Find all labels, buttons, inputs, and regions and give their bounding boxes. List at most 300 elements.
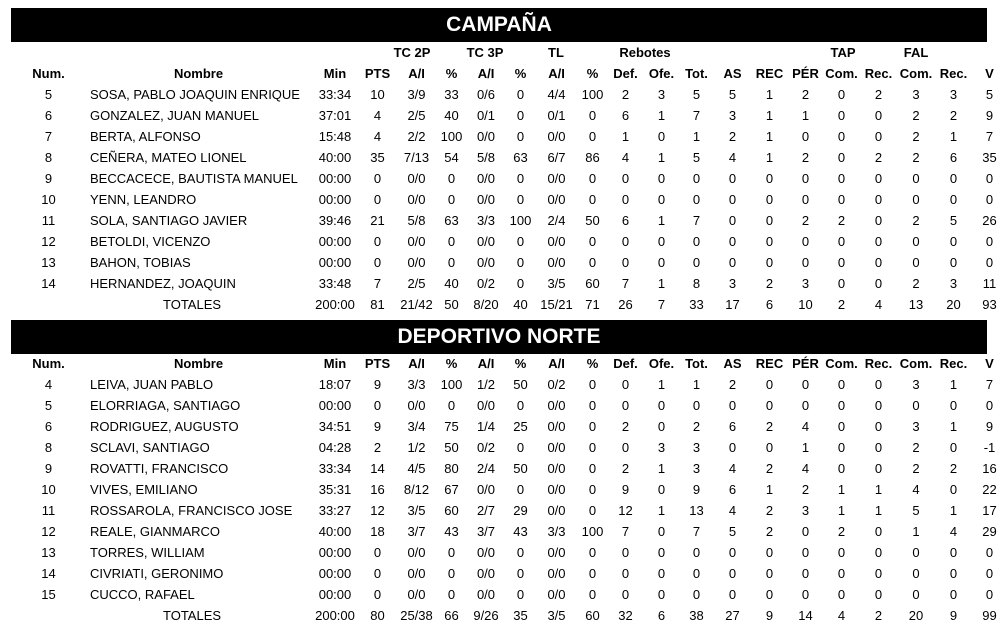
cell-pts: 18 [370,524,385,539]
cell-tap-com: 0 [837,545,846,560]
cell-reb-tot: 5 [692,87,701,102]
cell-fal-rec: 0 [949,234,958,249]
cell-ai-3p: 0/0 [476,129,496,144]
cell-pts: 10 [370,87,385,102]
player-row [11,189,998,210]
stats-table-deportivo-norte [11,353,998,626]
cell-pct-tl: 100 [581,87,604,102]
cell-reb-def: 0 [621,440,630,455]
cell-as: 3 [728,276,737,291]
cell-as: 4 [728,503,737,518]
cell-ai-tl: 0/0 [547,398,566,413]
cell-as: 0 [728,213,737,228]
cell-tap-com: 0 [837,87,846,102]
cell-tap-rec: 0 [874,461,883,476]
cell-min: 40:00 [318,150,352,165]
total-tap-com: 4 [837,608,846,623]
cell-nombre: BERTA, ALFONSO [90,129,201,144]
cell-val: 35 [982,150,997,165]
cell-num: 4 [44,377,53,392]
cell-ai-2p: 2/5 [407,108,426,123]
cell-ai-3p: 3/3 [476,213,496,228]
column-header-pct-tl: % [586,356,599,371]
cell-pts: 16 [370,482,385,497]
cell-ai-3p: 0/0 [476,545,496,560]
cell-as: 0 [728,192,737,207]
cell-pct-tl: 0 [588,234,597,249]
total-tap-rec: 2 [874,608,883,623]
cell-pct-2p: 50 [444,440,459,455]
cell-fal-rec: 0 [949,545,958,560]
total-reb-tot: 33 [689,297,704,312]
cell-fal-rec: 0 [949,171,958,186]
cell-fal-rec: 0 [949,566,958,581]
cell-pts: 0 [373,192,382,207]
cell-reb-tot: 0 [692,545,701,560]
cell-num: 13 [41,255,56,270]
cell-pts: 0 [373,255,382,270]
cell-reb-ofe: 0 [657,255,666,270]
cell-nombre: CEÑERA, MATEO LIONEL [90,150,247,165]
total-ai-tl: 3/5 [547,608,566,623]
total-pct-3p: 35 [513,608,528,623]
total-pct-3p: 40 [513,297,528,312]
cell-reb-def: 0 [621,171,630,186]
cell-reb-tot: 2 [692,419,701,434]
column-header-num: Num. [32,356,65,371]
cell-tap-com: 0 [837,192,846,207]
cell-val: 22 [982,482,997,497]
cell-fal-com: 0 [912,545,920,560]
cell-pct-3p: 63 [513,150,528,165]
column-header-per: PÉR [792,356,819,371]
column-header-ai-2p: A/I [408,66,425,81]
cell-reb-tot: 3 [692,461,701,476]
group-header-tc2p: TC 2P [393,45,431,60]
cell-ai-3p: 0/2 [476,440,496,455]
cell-pct-3p: 25 [513,419,528,434]
cell-pct-tl: 50 [585,213,600,228]
cell-rec: 2 [765,503,774,518]
cell-fal-com: 2 [912,461,920,476]
cell-tap-rec: 1 [874,482,883,497]
total-reb-def: 26 [618,297,633,312]
player-row [11,500,998,521]
cell-rec: 0 [765,234,774,249]
player-row [11,458,998,479]
cell-reb-ofe: 0 [657,171,666,186]
cell-num: 6 [44,419,53,434]
cell-tap-com: 0 [837,276,846,291]
cell-pct-tl: 0 [588,461,597,476]
cell-reb-tot: 0 [692,566,701,581]
cell-ai-2p: 4/5 [407,461,426,476]
total-ai-3p: 8/20 [473,297,499,312]
cell-fal-rec: 1 [949,419,958,434]
cell-min: 00:00 [318,255,352,270]
column-header-reb-def: Def. [613,356,638,371]
cell-pct-2p: 0 [447,587,456,602]
column-header-reb-tot: Tot. [685,66,708,81]
cell-reb-tot: 7 [692,524,701,539]
column-header-min: Min [323,66,347,81]
cell-reb-tot: 0 [692,171,701,186]
cell-pct-tl: 0 [588,440,597,455]
cell-reb-def: 1 [621,129,630,144]
cell-fal-rec: 0 [949,587,958,602]
cell-fal-rec: 4 [949,524,958,539]
cell-reb-def: 2 [621,87,630,102]
cell-pct-2p: 100 [440,377,463,392]
cell-tap-rec: 0 [874,192,883,207]
cell-ai-tl: 0/0 [547,566,566,581]
cell-reb-tot: 0 [692,192,701,207]
column-header-pct-tl: % [586,66,599,81]
cell-reb-def: 0 [621,398,630,413]
total-val: 93 [982,297,997,312]
cell-as: 0 [728,171,737,186]
cell-pts: 0 [373,398,382,413]
column-header-nombre: Nombre [173,356,224,371]
cell-val: 9 [985,108,994,123]
cell-tap-rec: 1 [874,503,883,518]
cell-per: 4 [801,461,810,476]
total-ai-3p: 9/26 [473,608,499,623]
cell-pts: 4 [373,108,382,123]
group-header-tl: TL [548,45,564,60]
cell-as: 3 [728,108,737,123]
player-row [11,374,998,395]
cell-pts: 14 [370,461,385,476]
cell-ai-3p: 0/0 [476,566,496,581]
cell-tap-com: 1 [837,482,846,497]
cell-min: 35:31 [318,482,352,497]
cell-tap-com: 0 [837,171,846,186]
cell-ai-tl: 0/2 [547,377,566,392]
cell-val: 0 [985,171,994,186]
cell-reb-def: 0 [621,192,630,207]
cell-pct-3p: 0 [516,129,525,144]
cell-num: 11 [41,503,56,518]
cell-val: 7 [985,377,994,392]
cell-as: 2 [728,129,737,144]
total-min: 200:00 [315,297,355,312]
cell-reb-tot: 0 [692,255,701,270]
cell-reb-ofe: 0 [657,482,666,497]
cell-fal-rec: 1 [949,377,958,392]
cell-fal-com: 2 [912,440,920,455]
column-header-pct-3p: % [514,356,527,371]
cell-ai-2p: 0/0 [407,398,426,413]
column-header-reb-def: Def. [613,66,638,81]
player-row [11,542,998,563]
cell-val: 0 [985,398,994,413]
cell-as: 5 [728,87,737,102]
cell-reb-def: 6 [621,108,630,123]
cell-rec: 0 [765,255,774,270]
cell-ai-tl: 3/3 [547,524,566,539]
group-header-tap: TAP [830,45,856,60]
cell-fal-rec: 0 [949,398,958,413]
column-header-fal-rec: Rec. [939,356,968,371]
cell-nombre: BAHON, TOBIAS [90,255,191,270]
cell-ai-2p: 0/0 [407,587,426,602]
total-tap-rec: 4 [874,297,883,312]
cell-as: 0 [728,566,737,581]
cell-pct-2p: 54 [444,150,459,165]
cell-nombre: SCLAVI, SANTIAGO [90,440,210,455]
player-row [11,416,998,437]
column-header-as: AS [723,356,742,371]
cell-pts: 7 [373,276,382,291]
totals-label: TOTALES [163,608,222,623]
cell-rec: 0 [765,545,774,560]
cell-fal-rec: 3 [949,276,958,291]
cell-as: 0 [728,545,737,560]
cell-ai-tl: 6/7 [547,150,566,165]
player-row [11,521,998,542]
cell-val: 0 [985,587,994,602]
cell-reb-tot: 5 [692,150,701,165]
cell-min: 04:28 [318,440,352,455]
cell-val: 29 [982,524,997,539]
cell-fal-com: 2 [912,108,920,123]
column-header-reb-ofe: Ofe. [648,356,675,371]
cell-tap-rec: 0 [874,587,883,602]
cell-rec: 2 [765,419,774,434]
cell-per: 0 [801,377,810,392]
cell-pct-tl: 60 [585,276,600,291]
cell-reb-ofe: 3 [657,440,666,455]
cell-tap-com: 0 [837,440,846,455]
cell-tap-com: 0 [837,419,846,434]
cell-tap-com: 0 [837,234,846,249]
cell-per: 0 [801,398,810,413]
cell-tap-rec: 0 [874,171,883,186]
total-reb-def: 32 [618,608,633,623]
cell-val: 0 [985,566,994,581]
cell-fal-rec: 6 [949,150,958,165]
cell-per: 1 [801,108,810,123]
cell-val: 26 [982,213,997,228]
cell-pct-tl: 100 [581,524,604,539]
cell-as: 0 [728,234,737,249]
player-row [11,437,998,458]
cell-ai-3p: 0/0 [476,171,496,186]
cell-ai-2p: 0/0 [407,545,426,560]
cell-reb-def: 2 [621,461,630,476]
cell-per: 4 [801,419,810,434]
cell-rec: 0 [765,213,774,228]
cell-num: 9 [44,461,53,476]
cell-nombre: SOLA, SANTIAGO JAVIER [90,213,248,228]
cell-min: 33:48 [318,276,352,291]
cell-reb-tot: 8 [692,276,701,291]
cell-pct-2p: 40 [444,108,459,123]
cell-ai-tl: 0/0 [547,545,566,560]
cell-val: 17 [982,503,997,518]
cell-num: 9 [44,171,53,186]
cell-tap-rec: 0 [874,234,883,249]
cell-empty [11,294,86,315]
cell-pct-3p: 0 [516,398,525,413]
cell-pts: 9 [373,377,382,392]
cell-pct-tl: 0 [588,129,597,144]
cell-as: 0 [728,255,737,270]
cell-pts: 0 [373,587,382,602]
cell-pct-tl: 0 [588,482,597,497]
cell-reb-def: 12 [618,503,633,518]
cell-min: 00:00 [318,398,352,413]
cell-per: 0 [801,129,810,144]
cell-rec: 1 [765,482,774,497]
cell-pct-2p: 0 [447,192,456,207]
cell-ai-3p: 0/1 [476,108,496,123]
cell-tap-com: 0 [837,377,846,392]
total-as: 17 [725,297,740,312]
cell-tap-rec: 0 [874,213,883,228]
cell-ai-tl: 0/0 [547,419,566,434]
cell-min: 00:00 [318,545,352,560]
cell-per: 1 [801,440,810,455]
cell-ai-2p: 0/0 [407,255,426,270]
cell-pct-3p: 0 [516,171,525,186]
column-header-val: V [985,356,994,371]
cell-fal-com: 0 [912,566,920,581]
cell-reb-tot: 1 [692,129,701,144]
column-header-rec: REC [755,66,784,81]
cell-pct-tl: 0 [588,503,597,518]
cell-pct-2p: 0 [447,234,456,249]
cell-pct-2p: 0 [447,566,456,581]
total-ai-2p: 25/38 [400,608,433,623]
cell-pct-3p: 50 [513,377,528,392]
cell-ai-2p: 1/2 [407,440,426,455]
cell-nombre: BECCACECE, BAUTISTA MANUEL [90,171,298,186]
column-header-per: PÉR [792,66,819,81]
cell-fal-com: 0 [912,587,920,602]
cell-reb-ofe: 1 [657,276,666,291]
cell-pct-tl: 0 [588,171,597,186]
column-header-num: Num. [32,66,65,81]
cell-val: 11 [982,276,997,291]
cell-tap-rec: 0 [874,524,883,539]
cell-nombre: ROVATTI, FRANCISCO [90,461,229,476]
cell-fal-rec: 3 [949,87,958,102]
cell-pct-3p: 43 [513,524,528,539]
total-val: 99 [982,608,997,623]
cell-min: 00:00 [318,192,352,207]
cell-pct-3p: 29 [513,503,528,518]
cell-ai-2p: 7/13 [403,150,430,165]
cell-reb-tot: 13 [689,503,704,518]
cell-ai-tl: 0/1 [547,108,566,123]
cell-val: 5 [985,87,994,102]
cell-num: 14 [41,566,56,581]
cell-num: 12 [41,234,56,249]
cell-reb-def: 7 [621,276,630,291]
cell-tap-com: 0 [837,255,846,270]
cell-reb-tot: 7 [692,108,701,123]
cell-ai-tl: 0/0 [547,440,566,455]
cell-reb-def: 4 [621,150,630,165]
cell-fal-rec: 1 [949,503,958,518]
cell-ai-tl: 0/0 [547,503,566,518]
cell-fal-com: 0 [912,398,920,413]
cell-val: 16 [982,461,997,476]
cell-ai-3p: 0/0 [476,192,496,207]
column-header-nombre: Nombre [173,66,224,81]
cell-val: -1 [983,440,996,455]
cell-fal-rec: 0 [949,255,958,270]
cell-ai-2p: 2/5 [407,276,426,291]
cell-pct-2p: 33 [444,87,459,102]
column-header-pct-3p: % [514,66,527,81]
total-reb-tot: 38 [689,608,704,623]
total-pct-2p: 66 [444,608,459,623]
cell-min: 34:51 [318,419,352,434]
cell-rec: 0 [765,398,774,413]
cell-pct-tl: 0 [588,255,597,270]
cell-reb-def: 6 [621,213,630,228]
cell-fal-com: 0 [912,255,920,270]
cell-pts: 21 [370,213,385,228]
cell-pct-2p: 0 [447,545,456,560]
cell-nombre: ELORRIAGA, SANTIAGO [90,398,241,413]
cell-ai-2p: 5/8 [407,213,426,228]
cell-pct-2p: 75 [444,419,459,434]
cell-val: 7 [985,129,994,144]
cell-tap-com: 2 [837,524,846,539]
cell-per: 3 [801,503,810,518]
cell-pct-3p: 0 [516,192,525,207]
cell-min: 15:48 [318,129,352,144]
cell-pct-tl: 0 [588,108,597,123]
cell-ai-tl: 3/5 [547,276,566,291]
cell-pct-2p: 67 [444,482,459,497]
cell-tap-com: 0 [837,566,846,581]
cell-nombre: BETOLDI, VICENZO [90,234,211,249]
total-fal-com: 20 [908,608,924,623]
cell-per: 0 [801,566,810,581]
totals-label: TOTALES [163,297,222,312]
cell-ai-2p: 0/0 [407,566,426,581]
cell-fal-com: 2 [912,150,920,165]
cell-nombre: LEIVA, JUAN PABLO [90,377,214,392]
cell-num: 8 [44,440,53,455]
cell-pts: 9 [373,419,382,434]
cell-rec: 0 [765,587,774,602]
cell-reb-ofe: 0 [657,192,666,207]
cell-reb-def: 0 [621,587,630,602]
total-pts: 81 [370,297,385,312]
cell-num: 8 [44,150,53,165]
player-row [11,231,998,252]
cell-ai-tl: 0/0 [547,587,566,602]
cell-as: 5 [728,524,737,539]
cell-tap-com: 0 [837,129,846,144]
cell-min: 18:07 [318,377,352,392]
column-header-reb-ofe: Ofe. [648,66,675,81]
cell-reb-ofe: 1 [657,150,666,165]
column-header-tap-rec: Rec. [864,66,893,81]
cell-num: 6 [44,108,53,123]
group-header-tc3p: TC 3P [466,45,504,60]
cell-pts: 35 [370,150,385,165]
cell-pct-3p: 0 [516,87,525,102]
column-header-tap-com: Com. [825,66,858,81]
cell-reb-ofe: 0 [657,234,666,249]
